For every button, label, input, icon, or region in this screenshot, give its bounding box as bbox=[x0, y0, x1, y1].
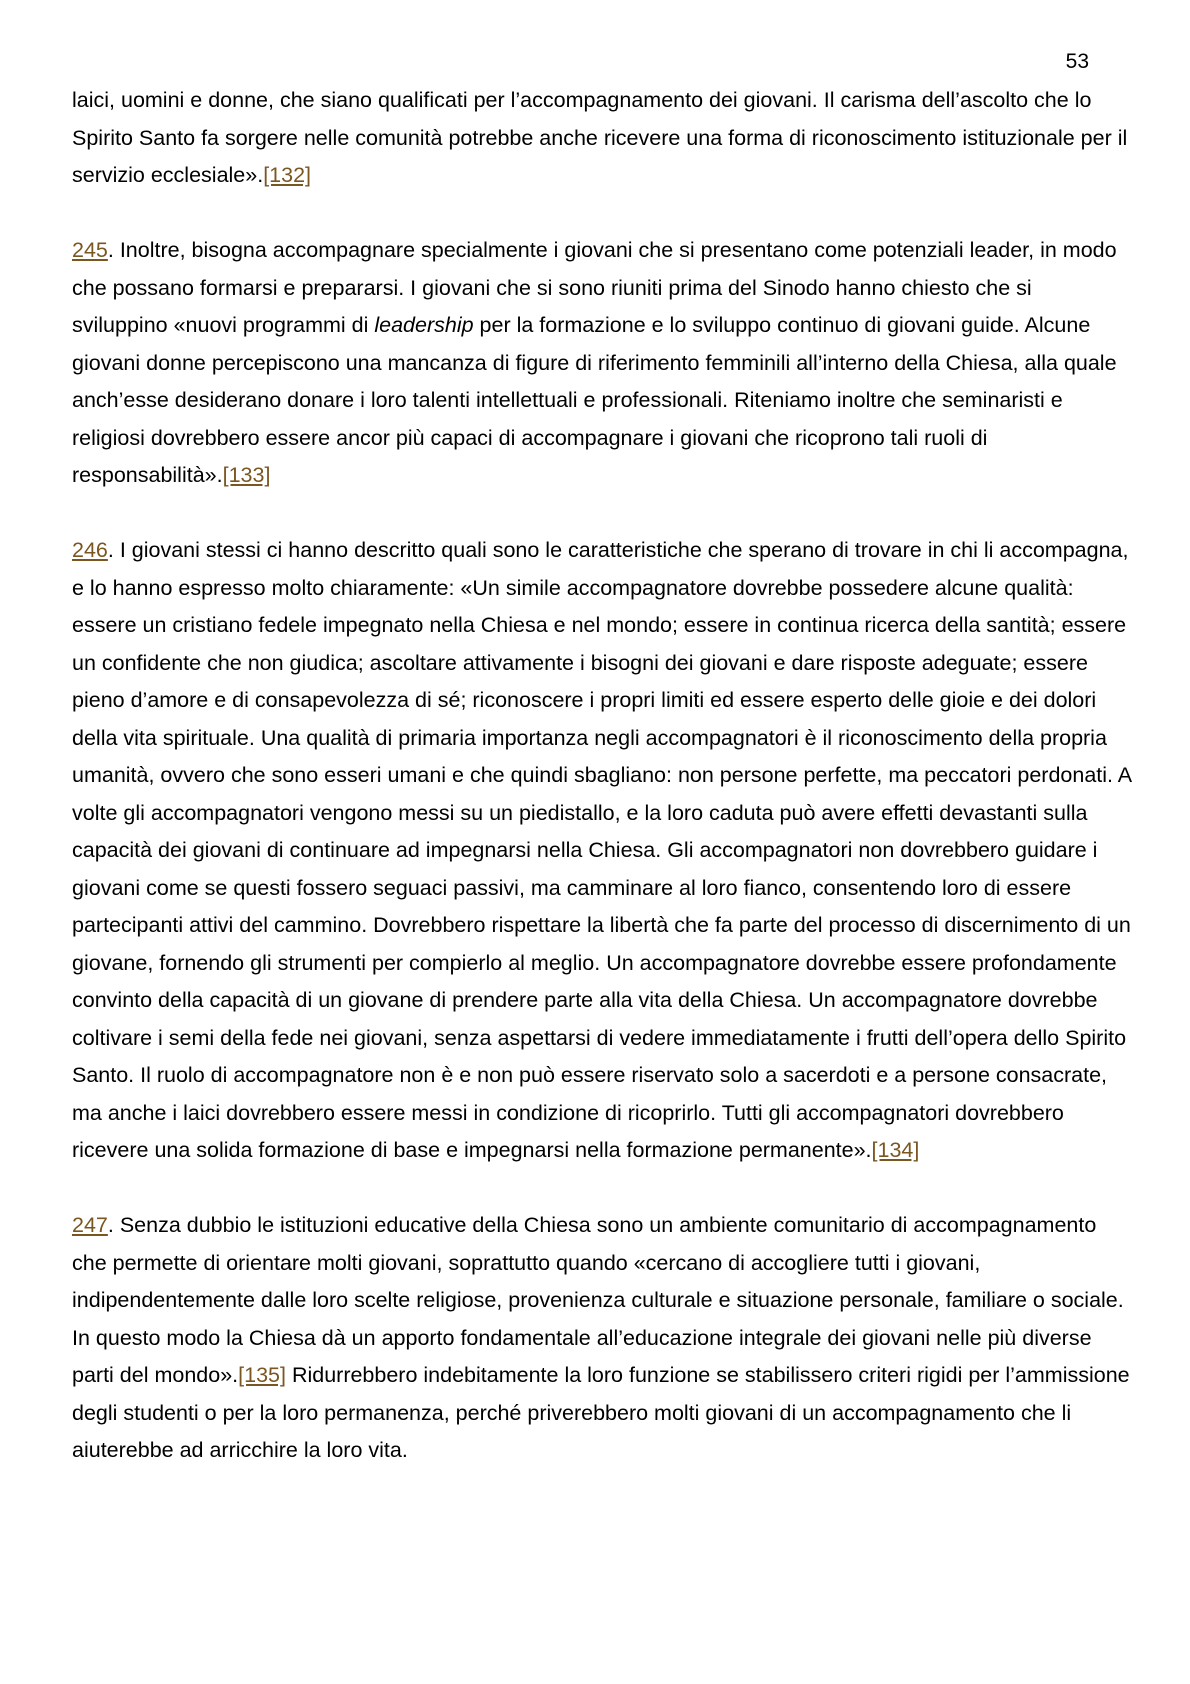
paragraph-number-link-247[interactable]: 247 bbox=[72, 1213, 108, 1237]
footnote-link-133[interactable]: [133] bbox=[222, 463, 271, 487]
paragraph-number-link-246[interactable]: 246 bbox=[72, 538, 108, 562]
paragraph-245 bbox=[72, 232, 1132, 495]
paragraph-text: . Senza dubbio le istituzioni educative della Chiesa sono un ambiente comunitario di accompagnamento che permette di orientare molti giovani, soprattutto quando «cercano di accogliere tutti i giovani, indipendentemente dalle loro scelte religiose, provenienza culturale e situazione personale, familiare o sociale. In questo modo la Chiesa dà un apporto fondamentale all’educazione integrale dei giovani nelle più diverse parti del mondo». bbox=[72, 1213, 1124, 1387]
paragraph-text: laici, uomini e donne, che siano qualificati per l’accompagnamento dei giovani. Il carisma dell’ascolto che lo Spirito Santo fa sorgere nelle comunità potrebbe anche ricevere una forma di riconoscimento istituzionale per il servizio ecclesiale». bbox=[72, 88, 1128, 187]
paragraph-246 bbox=[72, 532, 1132, 1170]
page-number: 53 bbox=[1065, 50, 1089, 73]
footnote-link-134[interactable]: [134] bbox=[871, 1138, 920, 1162]
paragraph-continuation bbox=[72, 82, 1132, 195]
paragraph-text: Ridurrebbero indebitamente la loro funzione se stabilissero criteri rigidi per l’ammissione degli studenti o per la loro permanenza, perché priverebbero molti giovani di un accompagnamento che li aiuterebbe ad arricchire la loro vita. bbox=[72, 1363, 1130, 1462]
paragraph-italic-text: leadership bbox=[374, 313, 474, 337]
paragraph-247 bbox=[72, 1207, 1132, 1470]
paragraph-text: . I giovani stessi ci hanno descritto quali sono le caratteristiche che sperano di trovare in chi li accompagna, e lo hanno espresso molto chiaramente: «Un simile accompagnatore dovrebbe possedere alcune qualità: essere un cristiano fedele impegnato nella Chiesa e nel mondo; essere in continua ricerca della santità; essere un confidente che non giudica; ascoltare attivamente i bisogni dei giovani e dare risposte adeguate; essere pieno d’amore e di consapevolezza di sé; riconoscere i propri limiti ed essere esperto delle gioie e dei dolori della vita spirituale. Una qualità di primaria importanza negli accompagnatori è il riconoscimento della propria umanità, ovvero che sono esseri umani e che quindi sbagliano: non persone perfette, ma peccatori perdonati. A volte gli accompagnatori vengono messi su un piedistallo, e la loro caduta può avere effetti devastanti sulla capacità dei giovani di continuare ad impegnarsi nella Chiesa. Gli accompagnatori non dovrebbero guidare i giovani come se questi fossero seguaci passivi, ma camminare al loro fianco, consentendo loro di essere partecipanti attivi del cammino. Dovrebbero rispettare la libertà che fa parte del processo di discernimento di un giovane, fornendo gli strumenti per compierlo al meglio. Un accompagnatore dovrebbe essere profondamente convinto della capacità di un giovane di prendere parte alla vita della Chiesa. Un accompagnatore dovrebbe coltivare i semi della fede nei giovani, senza aspettarsi di vedere immediatamente i frutti dell’opera dello Spirito Santo. Il ruolo di accompagnatore non è e non può essere riservato solo a sacerdoti e a persone consacrate, ma anche i laici dovrebbero essere messi in condizione di ricoprirlo. Tutti gli accompagnatori dovrebbero ricevere una solida formazione di base e impegnarsi nella formazione permanente». bbox=[72, 538, 1131, 1162]
footnote-link-132[interactable]: [132] bbox=[263, 163, 312, 187]
paragraph-number-link-245[interactable]: 245 bbox=[72, 238, 108, 262]
paragraph-text: per la formazione e lo sviluppo continuo di giovani guide. Alcune giovani donne percepiscono una mancanza di figure di riferimento femminili all’interno della Chiesa, alla quale anch’esse desiderano donare i loro talenti intellettuali e professionali. Riteniamo inoltre che seminaristi e religiosi dovrebbero essere ancor più capaci di accompagnare i giovani che ricoprono tali ruoli di responsabilità». bbox=[72, 313, 1117, 487]
footnote-link-135[interactable]: [135] bbox=[238, 1363, 286, 1387]
paragraph-text: . Inoltre, bisogna accompagnare specialmente i giovani che si presentano come potenziali leader, in modo che possano formarsi e prepararsi. I giovani che si sono riuniti prima del Sinodo hanno chiesto che si sviluppino «nuovi programmi di bbox=[72, 238, 1117, 337]
document-body bbox=[72, 82, 1132, 1507]
